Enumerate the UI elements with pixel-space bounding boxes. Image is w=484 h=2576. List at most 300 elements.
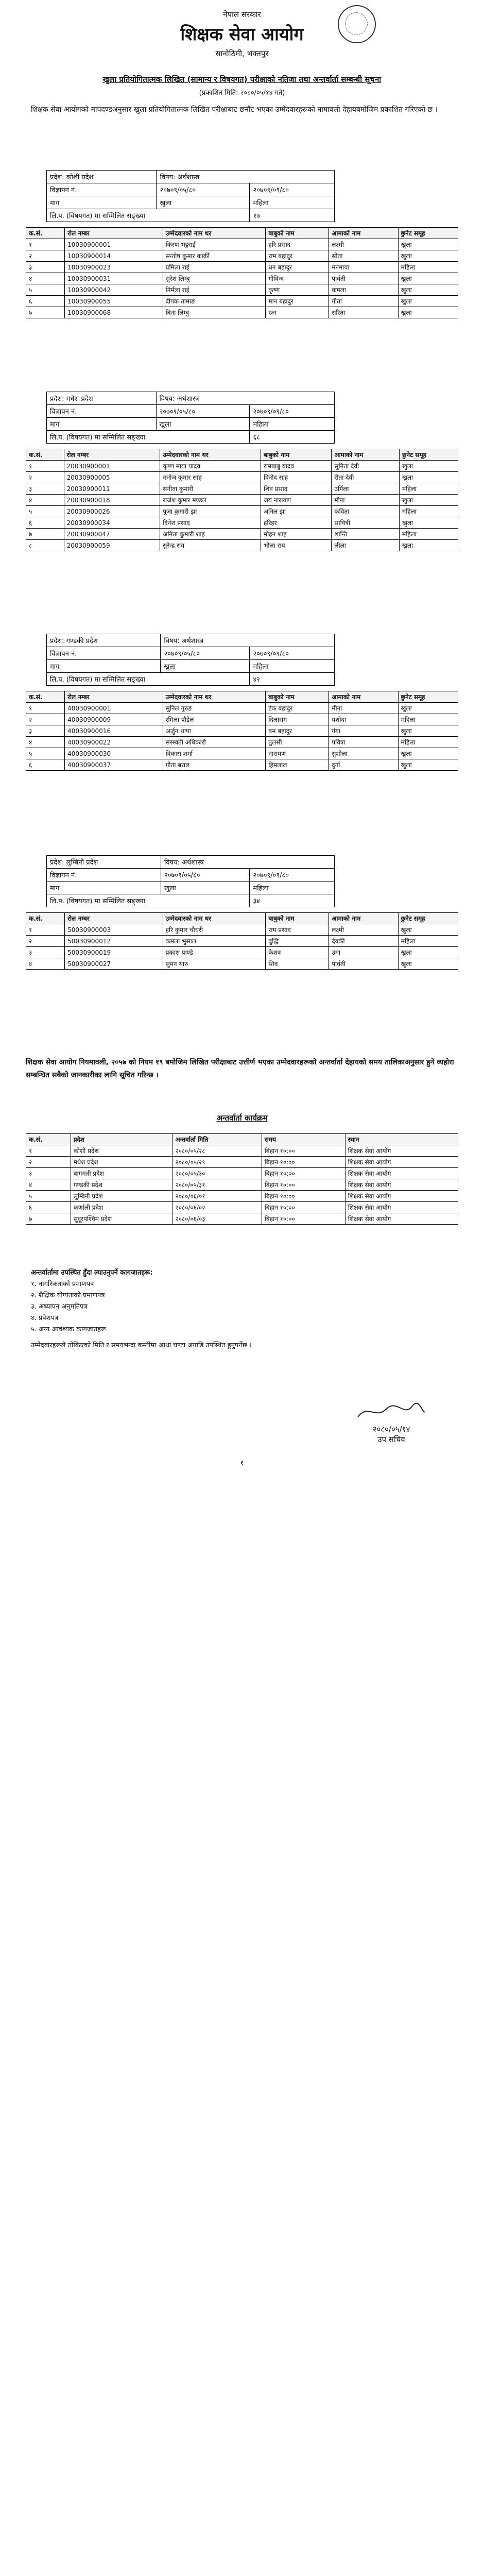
table-cell: २ <box>26 1157 71 1168</box>
table-cell: रामबाबु यादव <box>261 461 331 472</box>
table-cell: राजेश कुमार मण्डल <box>160 495 261 506</box>
candidates-label: लि.प. (विषयगत) मा सम्मिलित सङ्ख्या <box>47 209 250 222</box>
instruction-item: २. शैक्षिक योग्यताको प्रमाणपत्र <box>31 1292 105 1300</box>
table-row <box>26 958 458 970</box>
table-cell: १ <box>26 703 65 714</box>
table-cell: लुम्बिनी प्रदेश <box>71 1191 172 1202</box>
column-header: रोल नम्बर <box>65 228 163 239</box>
table-cell: खुला <box>398 296 458 307</box>
table-row <box>26 924 458 936</box>
table-cell: ३ <box>26 483 64 495</box>
table-cell: केशव <box>266 947 329 958</box>
table-cell: मान बहादुर <box>266 296 329 307</box>
table-cell: मनोज कुमार साह <box>160 472 261 483</box>
instruction-item: ५. अन्य आवश्यक कागजातहरू <box>31 1326 107 1334</box>
table-cell: रीता देवी <box>332 472 400 483</box>
table-cell: महिला <box>398 714 458 725</box>
table-cell: जय नारायण <box>261 495 331 506</box>
table-cell: कविता <box>332 506 400 517</box>
demand-label: माग <box>47 882 161 894</box>
table-cell: बम बहादुर <box>266 725 329 737</box>
table-cell: महिला <box>400 506 458 517</box>
table-cell: लीला <box>332 540 400 551</box>
column-header: बाबुको नाम <box>266 228 329 239</box>
table-cell: खुला <box>400 495 458 506</box>
demand-female: महिला <box>250 882 335 894</box>
table-cell: सुनिता देवी <box>332 461 400 472</box>
column-header: छुनेट समूह <box>398 228 458 239</box>
table-cell: प्रमिला राई <box>163 262 266 273</box>
table-cell: ५ <box>26 506 64 517</box>
column-header: क.सं. <box>26 449 64 461</box>
table-cell: 50030900012 <box>65 936 163 947</box>
column-header: छुनेट समूह <box>398 691 458 703</box>
table-row <box>26 506 458 517</box>
table-cell: २ <box>26 936 65 947</box>
table-cell: हिमलाल <box>266 759 329 771</box>
adv-number-2: २०७०९/०९/८० <box>250 869 335 882</box>
table-cell: धन बहादुर <box>266 262 329 273</box>
table-row <box>26 1179 458 1191</box>
table-cell: ६ <box>26 296 65 307</box>
table-cell: ५ <box>26 748 65 759</box>
results-table <box>26 912 458 970</box>
table-cell: 40030900001 <box>65 703 163 714</box>
table-cell: 40030900037 <box>65 759 163 771</box>
table-cell: महिला <box>398 262 458 273</box>
result-section <box>26 392 458 551</box>
demand-label: माग <box>47 196 157 209</box>
table-cell: महिला <box>398 737 458 748</box>
column-header: छुनेट समूह <box>400 449 458 461</box>
table-cell: संगीता कुमारी <box>160 483 261 495</box>
table-cell: 10030900042 <box>65 284 163 296</box>
signature-scribble-icon <box>355 1401 427 1422</box>
column-header: क.सं. <box>26 691 65 703</box>
table-cell: 10030900014 <box>65 250 163 262</box>
subject-label: विषय: अर्थशास्त्र <box>161 856 334 869</box>
adv-number: २०७०९/०५/८० <box>161 869 249 882</box>
results-table <box>26 691 458 771</box>
table-cell: २०८०/०५/२९ <box>172 1157 262 1168</box>
table-row <box>26 250 458 262</box>
table-cell: ६ <box>26 517 64 529</box>
column-header: उम्मेदवारको नाम थर <box>163 691 266 703</box>
table-row <box>26 284 458 296</box>
table-cell: दिलाराम <box>266 714 329 725</box>
table-cell: खुला <box>398 239 458 250</box>
table-cell: 20030900018 <box>64 495 160 506</box>
column-header: रोल नम्बर <box>65 913 163 924</box>
column-header: प्रदेश <box>71 1134 172 1145</box>
table-cell: खुला <box>398 759 458 771</box>
table-cell: पवित्रा <box>329 737 398 748</box>
table-cell: शिक्षक सेवा आयोग <box>345 1145 458 1157</box>
table-row <box>26 947 458 958</box>
table-row <box>26 262 458 273</box>
table-cell: खुला <box>398 273 458 284</box>
section-info-table <box>46 392 335 444</box>
column-header: उम्मेदवारको नाम थर <box>163 913 266 924</box>
subject-label: विषय: अर्थशास्त्र <box>156 392 334 405</box>
table-row <box>26 759 458 771</box>
section-info-table <box>46 170 335 222</box>
candidates-label: लि.प. (विषयगत) मा सम्मिलित सङ्ख्या <box>47 431 250 444</box>
province-label: प्रदेश: लुम्बिनी प्रदेश <box>47 856 161 869</box>
candidates-label: लि.प. (विषयगत) मा सम्मिलित सङ्ख्या <box>47 673 250 686</box>
column-header: आमाको नाम <box>332 449 400 461</box>
province-label: प्रदेश: मधेश प्रदेश <box>47 392 157 405</box>
table-cell: २०८०/०५/३१ <box>172 1179 262 1191</box>
table-cell: २०८०/०६/०२ <box>172 1202 262 1213</box>
demand-open: खुला <box>157 196 250 209</box>
table-cell: टेक बहादुर <box>266 703 329 714</box>
table-cell: गंगा <box>329 725 398 737</box>
column-header: क.सं. <box>26 228 65 239</box>
column-header: अन्तर्वार्ता मिति <box>172 1134 262 1145</box>
table-row <box>26 296 458 307</box>
table-row <box>26 748 458 759</box>
schedule-table <box>26 1133 458 1225</box>
table-cell: शिक्षक सेवा आयोग <box>345 1157 458 1168</box>
table-cell: मीना <box>329 703 398 714</box>
table-row <box>26 737 458 748</box>
table-cell: कमला भुसाल <box>163 936 266 947</box>
table-cell: प्रकाश पाण्डे <box>163 947 266 958</box>
table-cell: कृष्ण माया यादव <box>160 461 261 472</box>
table-cell: २ <box>26 472 64 483</box>
table-cell: २०८०/०५/३० <box>172 1168 262 1179</box>
table-cell: ४ <box>26 273 65 284</box>
table-cell: खुला <box>398 748 458 759</box>
table-cell: कृष्ण <box>266 284 329 296</box>
section-info-table <box>46 634 335 686</box>
adv-number: २०७०९/०५/८० <box>161 647 250 660</box>
table-cell: खुला <box>400 472 458 483</box>
province-label: प्रदेश: कोशी प्रदेश <box>47 171 157 183</box>
table-cell: शिक्षक सेवा आयोग <box>345 1213 458 1225</box>
table-cell: शिक्षक सेवा आयोग <box>345 1191 458 1202</box>
table-cell: बिना लिम्बु <box>163 307 266 318</box>
table-cell: ५ <box>26 284 65 296</box>
table-cell: विकास शर्मा <box>163 748 266 759</box>
section-info-table <box>46 855 335 907</box>
interview-notice: शिक्षक सेवा आयोग नियमावली, २०५७ को नियम १९ बमोजिम लिखित परीक्षाबाट उत्तीर्ण भएका उम्मेदवारहरूको अन्तर्वार्ता देहायको समय तालिकाअनुसार हुने व्यहोरा सम्बन्धित सबैको जानकारीका लागि सूचित गरिन्छ । <box>26 1058 454 1080</box>
table-cell: शिव प्रसाद <box>261 483 331 495</box>
signature-block <box>355 1401 427 1445</box>
table-cell: गोविन्द <box>266 273 329 284</box>
table-cell: 10030900031 <box>65 273 163 284</box>
table-cell: ८ <box>26 540 64 551</box>
column-header: बाबुको नाम <box>261 449 331 461</box>
table-cell: लक्ष्मी <box>329 924 398 936</box>
table-row <box>26 529 458 540</box>
table-cell: खुला <box>398 284 458 296</box>
table-cell: सुनिल गुरुङ <box>163 703 266 714</box>
table-cell: ३ <box>26 1168 71 1179</box>
table-cell: बुद्धि <box>266 936 329 947</box>
adv-label: विज्ञापन नं. <box>47 405 157 418</box>
table-cell: अनिल झा <box>261 506 331 517</box>
table-cell: २०८०/०६/०३ <box>172 1213 262 1225</box>
adv-number: २०७०९/०५/८० <box>157 183 250 196</box>
table-row <box>26 239 458 250</box>
table-cell: शिव <box>266 958 329 970</box>
subject-label: विषय: अर्थशास्त्र <box>161 634 335 647</box>
table-cell: शिक्षक सेवा आयोग <box>345 1179 458 1191</box>
table-cell: खुला <box>400 461 458 472</box>
table-cell: 20030900047 <box>64 529 160 540</box>
table-cell: १ <box>26 239 65 250</box>
column-header: रोल नम्बर <box>65 691 163 703</box>
table-cell: हरि प्रसाद <box>266 239 329 250</box>
instruction-item: ३. अध्यापन अनुमतिपत्र <box>31 1303 88 1311</box>
candidates-count: १७ <box>250 209 335 222</box>
table-cell: २ <box>26 250 65 262</box>
instruction-item: १. नागरिकताको प्रमाणपत्र <box>31 1280 94 1289</box>
table-cell: खुला <box>398 947 458 958</box>
table-row <box>26 1213 458 1225</box>
table-cell: २ <box>26 714 65 725</box>
demand-label: माग <box>47 418 157 431</box>
candidates-count: ६८ <box>250 431 335 444</box>
table-cell: शिक्षक सेवा आयोग <box>345 1168 458 1179</box>
table-cell: सावित्री <box>332 517 400 529</box>
table-cell: राम प्रसाद <box>266 924 329 936</box>
demand-open: खुला <box>161 882 249 894</box>
table-cell: राम बहादुर <box>266 250 329 262</box>
column-header: रोल नम्बर <box>64 449 160 461</box>
table-cell: 40030900016 <box>65 725 163 737</box>
table-cell: रमिला पौडेल <box>163 714 266 725</box>
table-cell: खुला <box>398 703 458 714</box>
table-cell: गण्डकी प्रदेश <box>71 1179 172 1191</box>
adv-label: विज्ञापन नं. <box>47 869 161 882</box>
table-cell: महिला <box>398 936 458 947</box>
schedule-block <box>26 1128 458 1225</box>
table-cell: तुलसी <box>266 737 329 748</box>
table-cell: 10030900023 <box>65 262 163 273</box>
adv-number-2: २०७०९/०९/८० <box>250 647 335 660</box>
table-row <box>26 703 458 714</box>
table-row <box>26 1191 458 1202</box>
table-cell: ३ <box>26 947 65 958</box>
table-cell: 40030900022 <box>65 737 163 748</box>
table-row <box>26 307 458 318</box>
table-row <box>26 495 458 506</box>
table-cell: बिहान १०:०० <box>262 1157 345 1168</box>
table-cell: खुला <box>400 540 458 551</box>
demand-open: खुला <box>161 660 250 673</box>
table-cell: दिनेश प्रसाद <box>160 517 261 529</box>
table-row <box>26 472 458 483</box>
page-number: १ <box>240 1460 244 1467</box>
candidates-count: ३४ <box>250 894 335 907</box>
table-cell: सरस्वती अधिकारी <box>163 737 266 748</box>
table-cell: खुला <box>400 517 458 529</box>
adv-number-2: २०७०९/०९/८० <box>250 405 335 418</box>
table-cell: ७ <box>26 1213 71 1225</box>
table-cell: हरिहर <box>261 517 331 529</box>
commission-title: शिक्षक सेवा आयोग <box>180 24 304 45</box>
table-cell: सुरेश लिम्बु <box>163 273 266 284</box>
demand-female: महिला <box>250 418 335 431</box>
table-cell: यशोदा <box>329 714 398 725</box>
table-cell: पार्वती <box>329 273 398 284</box>
table-cell: रत्न <box>266 307 329 318</box>
letterhead <box>0 0 484 59</box>
province-label: प्रदेश: गण्डकी प्रदेश <box>47 634 161 647</box>
table-cell: दीपक तामाङ <box>163 296 266 307</box>
table-cell: सुदूरपश्चिम प्रदेश <box>71 1213 172 1225</box>
instruction-item: ४. प्रवेशपत्र <box>31 1314 59 1323</box>
table-cell: कमला <box>329 284 398 296</box>
table-cell: दुर्गा <box>329 759 398 771</box>
table-cell: किरण भट्टराई <box>163 239 266 250</box>
adv-label: विज्ञापन नं. <box>47 647 161 660</box>
table-cell: 20030900059 <box>64 540 160 551</box>
table-cell: भोला राय <box>261 540 331 551</box>
table-cell: १ <box>26 924 65 936</box>
table-cell: 50030900003 <box>65 924 163 936</box>
table-row <box>26 1157 458 1168</box>
table-cell: खुला <box>398 725 458 737</box>
table-cell: अर्जुन थापा <box>163 725 266 737</box>
table-cell: खुला <box>398 307 458 318</box>
table-cell: कोशी प्रदेश <box>71 1145 172 1157</box>
table-cell: ४ <box>26 1179 71 1191</box>
table-cell: १ <box>26 1145 71 1157</box>
signature-date: २०८०/०५/१४ <box>372 1425 410 1434</box>
table-cell: 10030900001 <box>65 239 163 250</box>
adv-label: विज्ञापन नं. <box>47 183 157 196</box>
candidates-count: ४२ <box>250 673 335 686</box>
table-cell: पूजा कुमारी झा <box>160 506 261 517</box>
table-cell: 20030900001 <box>64 461 160 472</box>
table-cell: गीता बराल <box>163 759 266 771</box>
table-cell: ६ <box>26 1202 71 1213</box>
table-cell: 20030900005 <box>64 472 160 483</box>
column-header: छुनेट समूह <box>398 913 458 924</box>
table-cell: ७ <box>26 307 65 318</box>
table-cell: २०८०/०६/०१ <box>172 1191 262 1202</box>
instructions-list <box>31 1267 453 1351</box>
table-row <box>26 517 458 529</box>
table-cell: बिहान १०:०० <box>262 1191 345 1202</box>
column-header: बाबुको नाम <box>266 691 329 703</box>
column-header: समय <box>262 1134 345 1145</box>
results-table <box>26 227 458 318</box>
table-cell: 20030900011 <box>64 483 160 495</box>
table-row <box>26 725 458 737</box>
table-cell: ५ <box>26 1191 71 1202</box>
table-cell: बिहान १०:०० <box>262 1179 345 1191</box>
table-cell: सीता <box>329 250 398 262</box>
table-cell: शिक्षक सेवा आयोग <box>345 1202 458 1213</box>
table-cell: मनमाया <box>329 262 398 273</box>
table-cell: सन्तोष कुमार कार्की <box>163 250 266 262</box>
table-cell: मोहन शाह <box>261 529 331 540</box>
table-cell: सुमन थारु <box>163 958 266 970</box>
column-header: उम्मेदवारको नाम थर <box>160 449 261 461</box>
table-cell: निर्मला राई <box>163 284 266 296</box>
table-row <box>26 1168 458 1179</box>
schedule-title: अन्तर्वार्ता कार्यक्रम <box>216 1113 268 1123</box>
table-cell: २०८०/०५/२८ <box>172 1145 262 1157</box>
demand-female: महिला <box>250 660 335 673</box>
table-cell: अनिता कुमारी शाह <box>160 529 261 540</box>
column-header: क.सं. <box>26 913 65 924</box>
result-section <box>26 855 458 970</box>
table-cell: उर्मिला <box>332 483 400 495</box>
table-cell: गीता <box>329 296 398 307</box>
table-row <box>26 483 458 495</box>
table-cell: 20030900026 <box>64 506 160 517</box>
table-cell: बागमती प्रदेश <box>71 1168 172 1179</box>
table-cell: विनोद साह <box>261 472 331 483</box>
table-row <box>26 273 458 284</box>
column-header: आमाको नाम <box>329 913 398 924</box>
column-header: स्थान <box>345 1134 458 1145</box>
table-row <box>26 714 458 725</box>
notice-intro: शिक्षक सेवा आयोगको मापदण्डअनुसार खुला प्रतियोगितात्मक लिखित परीक्षाबाट छनौट भएका उम्मेदवारहरूको नामावली देहायबमोजिम प्रकाशित गरिएको छ । <box>31 106 438 114</box>
table-cell: ४ <box>26 737 65 748</box>
table-cell: 50030900019 <box>65 947 163 958</box>
table-cell: ६ <box>26 759 65 771</box>
adv-number-2: २०७०९/०९/८० <box>250 183 335 196</box>
table-cell: मधेश प्रदेश <box>71 1157 172 1168</box>
table-cell: देवकी <box>329 936 398 947</box>
table-cell: 40030900030 <box>65 748 163 759</box>
table-cell: लक्ष्मी <box>329 239 398 250</box>
subject-label: विषय: अर्थशास्त्र <box>157 171 335 183</box>
table-row <box>26 1202 458 1213</box>
table-cell: हरि कुमार चौधरी <box>163 924 266 936</box>
column-header: उम्मेदवारको नाम थर <box>163 228 266 239</box>
table-cell: खुला <box>398 250 458 262</box>
table-cell: 40030900009 <box>65 714 163 725</box>
table-cell: महिला <box>400 529 458 540</box>
table-cell: सरिता <box>329 307 398 318</box>
table-row <box>26 936 458 947</box>
table-row <box>26 461 458 472</box>
table-cell: ४ <box>26 495 64 506</box>
column-header: आमाको नाम <box>329 228 398 239</box>
demand-label: माग <box>47 660 161 673</box>
table-cell: १ <box>26 461 64 472</box>
demand-open: खुला <box>156 418 250 431</box>
table-cell: ४ <box>26 958 65 970</box>
table-cell: उमा <box>329 947 398 958</box>
instructions-note: उम्मेदवारहरूले तोकिएको मिति र समयभन्दा कम्तीमा आधा घण्टा अगाडि उपस्थित हुनुपर्नेछ । <box>31 1341 252 1349</box>
table-cell: ३ <box>26 262 65 273</box>
table-row <box>26 1145 458 1157</box>
notice-date: (प्रकाशित मिति: २०८०/०५/१४ गते) <box>199 89 285 97</box>
signature-role: उप सचिव <box>377 1435 405 1444</box>
column-header: बाबुको नाम <box>266 913 329 924</box>
result-section <box>26 634 458 771</box>
table-cell: 10030900055 <box>65 296 163 307</box>
official-seal-icon <box>338 5 376 43</box>
office-address: सानोठिमी, भक्तपुर <box>215 49 269 58</box>
table-cell: महिला <box>400 483 458 495</box>
table-cell: बिहान १०:०० <box>262 1202 345 1213</box>
table-cell: कर्णाली प्रदेश <box>71 1202 172 1213</box>
instructions-title: अन्तर्वार्तामा उपस्थित हुँदा ल्याउनुपर्ने कागजातहरू: <box>31 1269 153 1277</box>
table-cell: शान्ति <box>332 529 400 540</box>
table-cell: 50030900027 <box>65 958 163 970</box>
table-cell: खुला <box>398 924 458 936</box>
